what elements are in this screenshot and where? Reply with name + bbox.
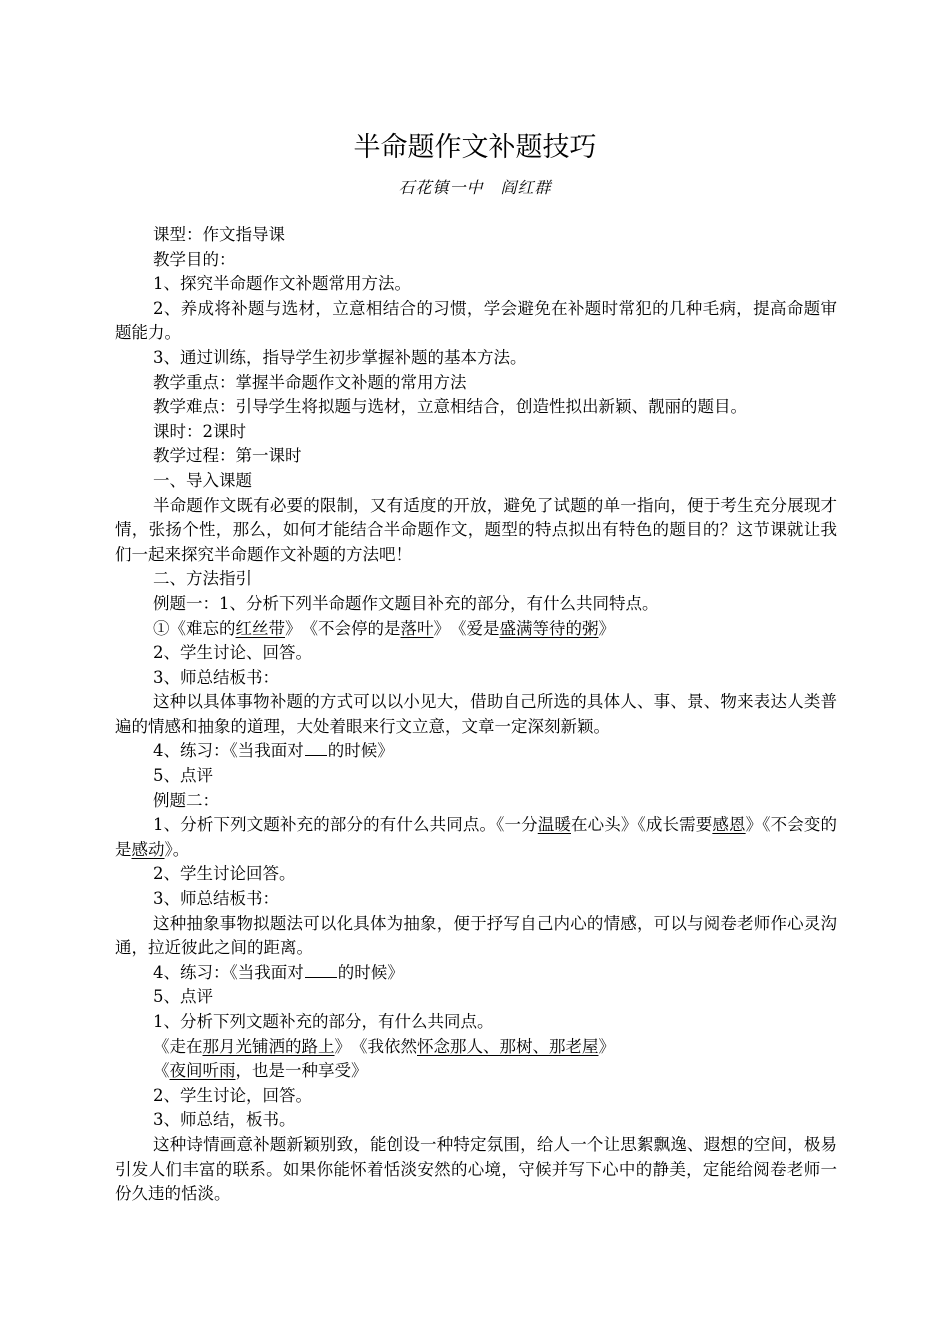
underlined-fragment: 夜间听雨 <box>169 1061 236 1081</box>
text-fragment: 的时候》 <box>337 962 404 982</box>
section-method-heading: 二、方法指引 <box>153 569 252 589</box>
text-fragment: 4、练习：《当我面对 <box>153 741 304 761</box>
example-2-discussion: 2、学生讨论回答。 <box>153 864 296 884</box>
example-1-titles <box>115 617 837 642</box>
text-fragment: 的时候》 <box>327 741 394 761</box>
underlined-fragment: 盛满等待的粥 <box>499 618 599 638</box>
section-intro-heading: 一、导入课题 <box>153 470 252 490</box>
example-2-question <box>115 813 837 862</box>
text-fragment: 》。 <box>164 839 190 859</box>
example-3-question: 1、分析下列文题补充的部分，有什么共同点。 <box>153 1012 494 1031</box>
goal-2: 2、养成将补题与选材，立意相结合的习惯，学会避免在补题时常犯的几种毛病，提高命题审题能力。 <box>115 298 837 343</box>
underlined-fragment: 温暖 <box>537 815 571 835</box>
example-1-exercise <box>115 739 837 764</box>
text-fragment: 》 <box>598 618 615 638</box>
example-1-summary: 这种以具体事物补题的方式可以以小见大，借助自己所选的具体人、事、景、物来表达人类普遍的情感和抽象的道理，大处着眼来行文立意，文章一定深刻新颖。 <box>115 692 837 736</box>
underlined-fragment: 红丝带 <box>235 618 285 638</box>
text-fragment: ①《难忘的 <box>153 618 236 638</box>
example-1-summary-heading: 3、师总结板书： <box>153 667 279 687</box>
example-2-summary-heading: 3、师总结板书： <box>153 889 279 909</box>
example-3-titles-1 <box>115 1035 837 1060</box>
example-3-titles-2 <box>115 1059 837 1084</box>
goal-3: 3、通过训练，指导学生初步掌握补题的基本方法。 <box>153 347 527 367</box>
text-fragment: 》 《不会停的是 <box>285 618 401 638</box>
underlined-fragment: 感动 <box>131 839 165 859</box>
document-title: 半命题作文补题技巧 <box>353 132 597 163</box>
teaching-process: 教学过程：第一课时 <box>153 446 302 466</box>
text-fragment: 4、练习：《当我面对 <box>153 962 304 982</box>
fill-in-blank <box>305 961 337 978</box>
intro-paragraph: 半命题作文既有必要的限制，又有适度的开放，避免了试题的单一指向，便于考生充分展现才情，张扬个性，那么，如何才能结合半命题作文，题型的特点拟出有特色的题目的？这节课就让我们一起来探究半命题作文补题的方法吧！ <box>115 495 837 564</box>
example-3-discussion: 2、学生讨论，回答。 <box>153 1085 312 1105</box>
underlined-fragment: 感恩 <box>712 815 746 835</box>
example-3-summary: 这种诗情画意补题新颖别致，能创设一种特定氛围，给人一个让思絮飘逸、遐想的空间，极易引发人们丰富的联系。如果你能怀着恬淡安然的心境，守候并写下心中的静美，定能给阅卷老师一份久违的恬淡。 <box>115 1134 837 1204</box>
document-body <box>115 223 837 1207</box>
goal-1: 1、探究半命题作文补题常用方法。 <box>153 274 411 294</box>
example-2-summary: 这种抽象事物拟题法可以化具体为抽象，便于抒写自己内心的情感，可以与阅卷老师作心灵沟通，拉近彼此之间的距离。 <box>115 913 837 958</box>
underlined-fragment: 落叶 <box>400 618 434 638</box>
fill-in-blank <box>305 739 327 756</box>
text-fragment: 《 <box>153 1061 170 1081</box>
example-2-heading: 例题二： <box>153 790 219 810</box>
lesson-hours: 课时：2课时 <box>153 421 246 441</box>
text-fragment: 》 <box>598 1036 615 1056</box>
text-fragment: 1、分析下列文题补充的部分的有什么共同点。《一分 <box>153 815 538 835</box>
example-2-review: 5、点评 <box>153 987 213 1007</box>
example-1-discussion: 2、学生讨论、回答。 <box>153 643 312 663</box>
example-3-summary-heading: 3、师总结，板书。 <box>153 1110 296 1130</box>
document-author: 石花镇一中 阎红群 <box>398 178 552 197</box>
example-1-review: 5、点评 <box>153 766 213 786</box>
teaching-focus: 教学重点：掌握半命题作文补题的常用方法 <box>153 372 467 392</box>
text-fragment: 《走在 <box>153 1036 203 1056</box>
text-fragment: 》 《我依然 <box>334 1036 417 1056</box>
lesson-type: 课型：作文指导课 <box>153 225 285 244</box>
example-1-question: 例题一：1、分析下列半命题作文题目补充的部分，有什么共同特点。 <box>153 593 659 613</box>
teaching-difficulty: 教学难点：引导学生将拟题与选材，立意相结合，创造性拟出新颖、靓丽的题目。 <box>153 397 747 417</box>
underlined-fragment: 怀念那人、那树、那老屋 <box>417 1036 599 1056</box>
text-fragment: ，也是一种享受》 <box>235 1061 368 1081</box>
underlined-fragment: 那月光铺洒的路上 <box>202 1036 335 1056</box>
example-2-exercise <box>115 961 837 986</box>
teaching-goals-heading: 教学目的： <box>153 249 236 269</box>
text-fragment: 》《不会变的是 <box>115 815 837 859</box>
text-fragment: 》 《爱是 <box>433 618 500 638</box>
text-fragment: 在心头》《成长需要 <box>571 815 713 835</box>
